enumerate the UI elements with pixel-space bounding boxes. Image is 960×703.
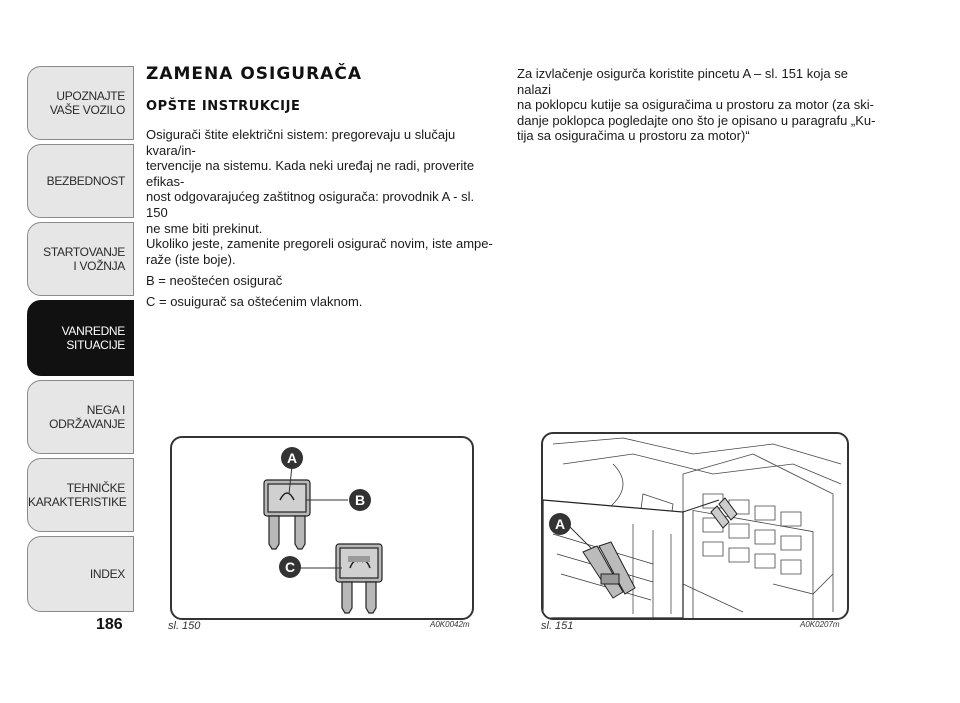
tab-label-line2: KARAKTERISTIKE xyxy=(28,495,127,509)
callout-a-label: A xyxy=(286,450,298,466)
fuse-c-damaged xyxy=(336,544,382,613)
tab-label-line1: NEGA I xyxy=(86,403,125,417)
paragraph-line: ne sme biti prekinut. xyxy=(146,220,263,236)
figure-151-fuse-box xyxy=(541,432,849,620)
page-number: 186 xyxy=(96,616,123,633)
figure-150-caption: sl. 150 xyxy=(168,620,201,632)
paragraph-line: Ukoliko jeste, zamenite pregoreli osigurač novim, iste ampe- xyxy=(146,236,493,252)
tab-tehnicke-karakteristike[interactable] xyxy=(27,458,134,532)
tab-label-line2: SITUACIJE xyxy=(66,338,125,352)
tab-label-line1: BEZBEDNOST xyxy=(46,174,125,188)
paragraph-line: na poklopcu kutije sa osiguračima u prostoru za motor (za ski- xyxy=(517,97,874,113)
fuse-box-illustration xyxy=(543,434,847,618)
tab-upoznajte-vase-vozilo[interactable] xyxy=(27,66,134,140)
tab-label-line1: INDEX xyxy=(89,567,125,581)
tab-nega-i-odrzavanje[interactable] xyxy=(27,380,134,454)
paragraph-line: danje poklopca pogledajte ono što je opisano u paragrafu „Ku- xyxy=(517,112,876,128)
fuse-b-intact xyxy=(264,480,310,549)
left-column-text xyxy=(146,127,496,310)
tab-label-line2: VAŠE VOZILO xyxy=(49,103,125,117)
callout-c-label: C xyxy=(284,559,296,575)
paragraph-legend-c: C = osuigurač sa oštećenim vlaknom. xyxy=(146,293,363,309)
tweezers-on-box xyxy=(711,498,737,528)
tab-bezbednost[interactable] xyxy=(27,144,134,218)
figure-151-caption: sl. 151 xyxy=(541,620,574,632)
paragraph-line: Za izvlačenje osigurča koristite pincetu A – sl. 151 koja se nalazi xyxy=(517,66,848,97)
tab-label-line1: UPOZNAJTE xyxy=(56,89,125,103)
tab-startovanje-i-voznja[interactable] xyxy=(27,222,134,296)
paragraph-legend-b: B = neoštećen osigurač xyxy=(146,273,283,289)
tab-label-line1: TEHNIČKE xyxy=(66,481,125,495)
callout-b-label: B xyxy=(354,492,366,508)
tab-label-line1: STARTOVANJE xyxy=(43,245,125,259)
tab-label-line2: ODRŽAVANJE xyxy=(49,417,125,431)
paragraph-line: Osigurači štite električni sistem: pregorevaju u slučaju kvara/in- xyxy=(146,127,456,158)
callout-a-label: A xyxy=(554,516,566,532)
paragraph-line: tija sa osiguračima u prostoru za motor)“ xyxy=(517,128,750,144)
tab-vanredne-situacije[interactable] xyxy=(27,300,134,376)
right-column-text xyxy=(517,66,877,144)
fuse-illustration xyxy=(172,438,472,618)
tab-index[interactable] xyxy=(27,536,134,612)
section-title: ZAMENA OSIGURAČA xyxy=(146,64,362,84)
tab-label-line2: I VOŽNJA xyxy=(73,259,125,273)
tab-label-line1: VANREDNE xyxy=(61,324,125,338)
section-subtitle: OPŠTE INSTRUKCIJE xyxy=(146,99,301,114)
paragraph-line: tervencije na sistemu. Kada neki uređaj ne radi, proverite efikas- xyxy=(146,158,475,189)
figure-151-code: A0K0207m xyxy=(800,620,840,629)
paragraph-line: raže (iste boje). xyxy=(146,251,236,267)
paragraph-line: nost odgovarajućeg zaštitnog osigurača: provodnik A - sl. 150 xyxy=(146,189,475,220)
figure-150-fuses xyxy=(170,436,474,620)
figure-150-code: A0K0042m xyxy=(430,620,470,629)
